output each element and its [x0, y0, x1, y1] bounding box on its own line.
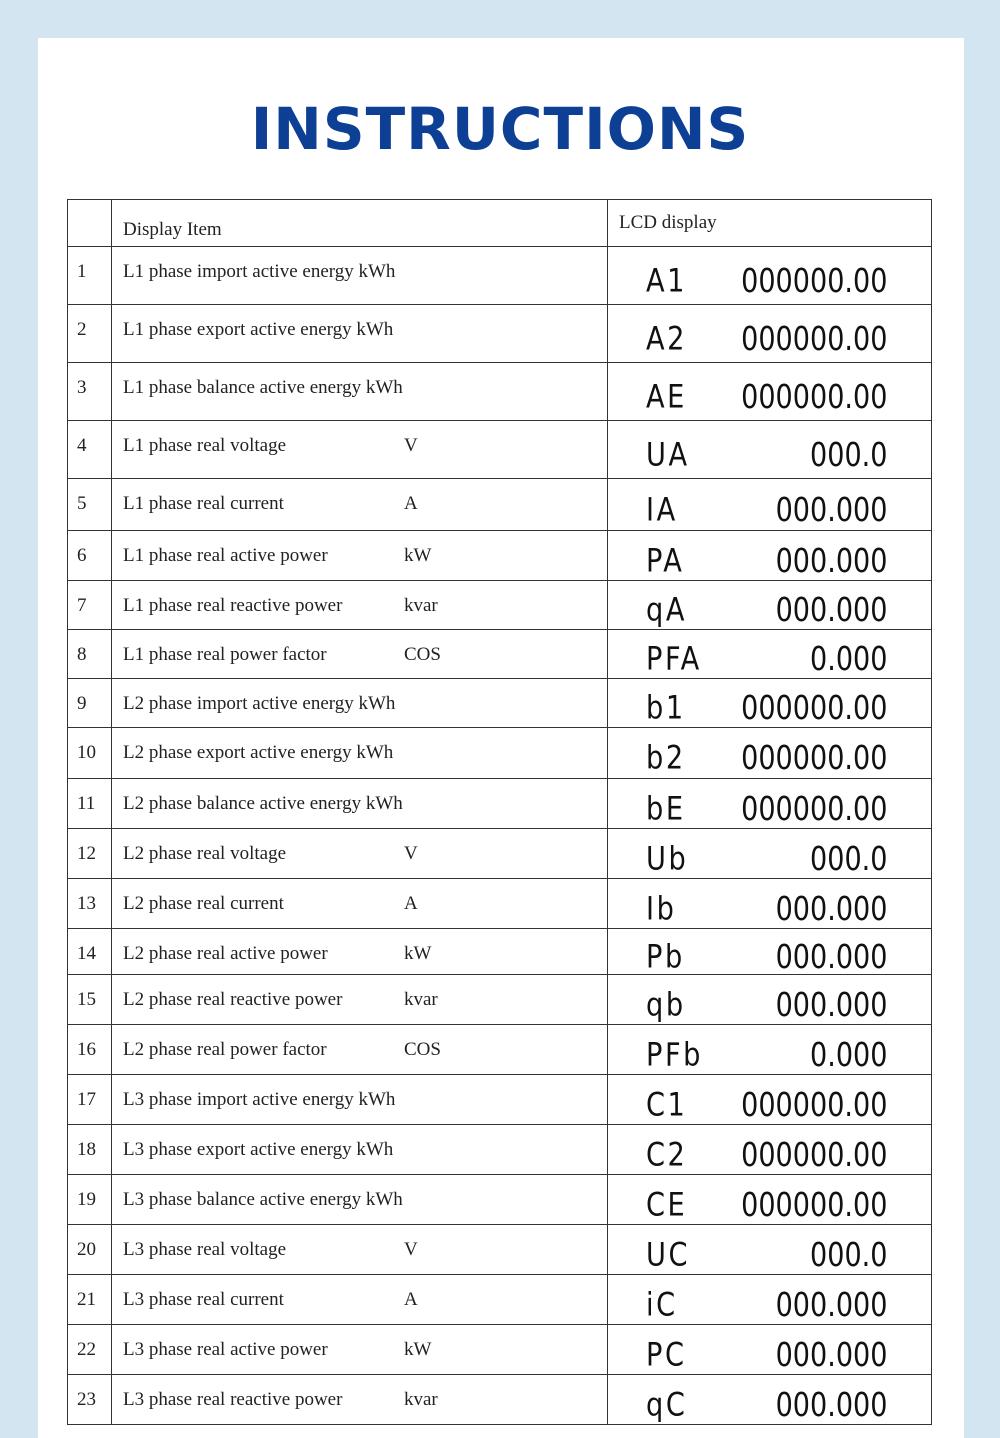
unit-label: A — [404, 893, 418, 914]
display-item-cell — [112, 679, 608, 728]
unit-label: kW — [404, 943, 432, 964]
display-items-table — [67, 199, 932, 1425]
display-item-cell — [112, 247, 608, 305]
lcd-value: 000000.00 — [740, 738, 887, 778]
display-item-label: L1 phase balance active energy kWh — [123, 377, 403, 398]
lcd-code: AE — [646, 377, 687, 416]
unit-label: A — [404, 493, 418, 514]
lcd-value: 0.000 — [809, 1034, 887, 1074]
display-item-cell — [112, 1125, 608, 1175]
display-item-cell — [112, 305, 608, 363]
lcd-code: iC — [646, 1285, 678, 1324]
lcd-code: PA — [646, 541, 685, 580]
row-number: 17 — [68, 1075, 112, 1125]
display-item-cell — [112, 421, 608, 479]
row-number: 3 — [68, 363, 112, 421]
display-item-label: L3 phase real voltage — [123, 1239, 287, 1260]
lcd-code: PFb — [646, 1035, 703, 1074]
header-lcd-display: LCD display — [608, 200, 932, 247]
table-row — [68, 779, 932, 829]
row-number: 1 — [68, 247, 112, 305]
display-item-label: L2 phase real voltage — [123, 843, 287, 864]
display-item-label: L1 phase real current — [123, 493, 284, 514]
lcd-code: A2 — [646, 319, 688, 358]
lcd-value: 000.000 — [775, 489, 887, 529]
display-item-cell — [112, 363, 608, 421]
lcd-display-cell — [608, 1225, 932, 1275]
display-item-cell — [112, 479, 608, 531]
lcd-value: 000.000 — [775, 1384, 887, 1424]
display-item-label: L1 phase import active energy kWh — [123, 261, 396, 282]
page-title: INSTRUCTIONS — [250, 95, 750, 163]
table-row — [68, 679, 932, 728]
lcd-value: 000.000 — [775, 540, 887, 580]
lcd-code: IA — [646, 490, 678, 529]
display-item-cell — [112, 1025, 608, 1075]
table-header — [68, 200, 932, 247]
unit-label: kW — [404, 545, 432, 566]
lcd-code: PFA — [646, 639, 702, 678]
lcd-display-cell — [608, 1025, 932, 1075]
unit-label: COS — [404, 644, 441, 665]
display-item-cell — [112, 1325, 608, 1375]
row-number: 4 — [68, 421, 112, 479]
lcd-value: 000000.00 — [740, 688, 887, 728]
row-number: 6 — [68, 531, 112, 581]
table-row — [68, 1025, 932, 1075]
lcd-display-cell — [608, 1275, 932, 1325]
lcd-code: A1 — [646, 261, 688, 300]
row-number: 16 — [68, 1025, 112, 1075]
lcd-code: qb — [646, 985, 686, 1024]
row-number: 10 — [68, 728, 112, 779]
display-item-cell — [112, 879, 608, 929]
display-item-label: L1 phase real reactive power — [123, 595, 343, 616]
lcd-value: 000000.00 — [740, 1134, 887, 1174]
lcd-code: qC — [646, 1385, 688, 1424]
lcd-code: C1 — [646, 1085, 688, 1124]
lcd-code: bE — [646, 789, 686, 828]
table-row — [68, 1375, 932, 1425]
table-row — [68, 1325, 932, 1375]
unit-label: kW — [404, 1339, 432, 1360]
lcd-display-cell — [608, 929, 932, 975]
table-row — [68, 479, 932, 531]
lcd-display-cell — [608, 1075, 932, 1125]
table-row — [68, 879, 932, 929]
table-row — [68, 1125, 932, 1175]
display-item-cell — [112, 779, 608, 829]
lcd-value: 000000.00 — [740, 1084, 887, 1124]
lcd-value: 000.000 — [775, 888, 887, 928]
lcd-code: qA — [646, 590, 687, 629]
table-row — [68, 531, 932, 581]
display-item-cell — [112, 1275, 608, 1325]
display-item-cell — [112, 1175, 608, 1225]
lcd-display-cell — [608, 531, 932, 581]
lcd-value: 000000.00 — [740, 788, 887, 828]
lcd-value: 000.000 — [775, 1334, 887, 1374]
display-item-label: L2 phase real power factor — [123, 1039, 327, 1060]
display-item-label: L1 phase export active energy kWh — [123, 319, 394, 340]
display-item-label: L2 phase real current — [123, 893, 284, 914]
lcd-value: 000.0 — [809, 838, 887, 878]
table-row — [68, 630, 932, 679]
display-item-label: L3 phase balance active energy kWh — [123, 1189, 403, 1210]
lcd-value: 000.0 — [809, 434, 887, 474]
row-number: 22 — [68, 1325, 112, 1375]
display-item-label: L3 phase real active power — [123, 1339, 328, 1360]
lcd-code: PC — [646, 1335, 687, 1374]
unit-label: V — [404, 1239, 418, 1260]
display-item-label: L2 phase import active energy kWh — [123, 693, 396, 714]
row-number: 19 — [68, 1175, 112, 1225]
lcd-display-cell — [608, 1175, 932, 1225]
unit-label: V — [404, 843, 418, 864]
display-item-cell — [112, 630, 608, 679]
row-number: 11 — [68, 779, 112, 829]
unit-label: kvar — [404, 595, 438, 616]
lcd-display-cell — [608, 421, 932, 479]
lcd-display-cell — [608, 247, 932, 305]
lcd-value: 0.000 — [809, 639, 887, 679]
lcd-code: b2 — [646, 738, 686, 777]
display-item-label: L2 phase balance active energy kWh — [123, 793, 403, 814]
lcd-display-cell — [608, 630, 932, 679]
display-item-cell — [112, 1225, 608, 1275]
table-row — [68, 305, 932, 363]
display-item-cell — [112, 929, 608, 975]
lcd-display-cell — [608, 1325, 932, 1375]
display-item-label: L1 phase real active power — [123, 545, 328, 566]
row-number: 21 — [68, 1275, 112, 1325]
unit-label: A — [404, 1289, 418, 1310]
lcd-value: 000000.00 — [740, 318, 887, 358]
row-number: 18 — [68, 1125, 112, 1175]
table-row — [68, 829, 932, 879]
display-item-cell — [112, 531, 608, 581]
unit-label: COS — [404, 1039, 441, 1060]
table-row — [68, 1275, 932, 1325]
row-number: 2 — [68, 305, 112, 363]
row-number: 20 — [68, 1225, 112, 1275]
lcd-code: Ub — [646, 839, 689, 878]
row-number: 5 — [68, 479, 112, 531]
lcd-value: 000000.00 — [740, 260, 887, 300]
display-item-label: L2 phase export active energy kWh — [123, 742, 394, 763]
lcd-display-cell — [608, 305, 932, 363]
lcd-display-cell — [608, 679, 932, 728]
header-num — [68, 200, 112, 247]
lcd-code: UA — [646, 435, 690, 474]
row-number: 15 — [68, 975, 112, 1025]
display-item-label: L1 phase real voltage — [123, 435, 287, 456]
lcd-display-cell — [608, 581, 932, 630]
lcd-display-cell — [608, 479, 932, 531]
unit-label: V — [404, 435, 418, 456]
table-row — [68, 247, 932, 305]
table-row — [68, 975, 932, 1025]
row-number: 8 — [68, 630, 112, 679]
unit-label: kvar — [404, 989, 438, 1010]
row-number: 12 — [68, 829, 112, 879]
table-row — [68, 1175, 932, 1225]
lcd-value: 000.000 — [775, 984, 887, 1024]
lcd-value: 000.000 — [775, 936, 887, 976]
display-item-label: L2 phase real active power — [123, 943, 328, 964]
row-number: 13 — [68, 879, 112, 929]
lcd-value: 000.000 — [775, 590, 887, 630]
lcd-value: 000000.00 — [740, 1184, 887, 1224]
row-number: 14 — [68, 929, 112, 975]
row-number: 23 — [68, 1375, 112, 1425]
display-item-cell — [112, 975, 608, 1025]
lcd-code: Pb — [646, 937, 685, 976]
table-row — [68, 581, 932, 630]
unit-label: kvar — [404, 1389, 438, 1410]
row-number: 7 — [68, 581, 112, 630]
display-item-label: L3 phase real reactive power — [123, 1389, 343, 1410]
lcd-display-cell — [608, 779, 932, 829]
lcd-code: CE — [646, 1185, 688, 1224]
display-item-cell — [112, 728, 608, 779]
display-item-cell — [112, 1075, 608, 1125]
lcd-code: b1 — [646, 688, 686, 727]
lcd-display-cell — [608, 728, 932, 779]
lcd-display-cell — [608, 879, 932, 929]
display-item-cell — [112, 581, 608, 630]
display-item-label: L3 phase real current — [123, 1289, 284, 1310]
table-row — [68, 929, 932, 975]
header-display-item: Display Item — [112, 200, 608, 247]
display-item-cell — [112, 829, 608, 879]
row-number: 9 — [68, 679, 112, 728]
display-item-cell — [112, 1375, 608, 1425]
display-item-label: L1 phase real power factor — [123, 644, 327, 665]
table-row — [68, 728, 932, 779]
table-row — [68, 1075, 932, 1125]
lcd-code: UC — [646, 1235, 691, 1274]
lcd-value: 000.0 — [809, 1234, 887, 1274]
table-row — [68, 1225, 932, 1275]
table-row — [68, 363, 932, 421]
display-item-label: L3 phase export active energy kWh — [123, 1139, 394, 1160]
table-row — [68, 421, 932, 479]
lcd-display-cell — [608, 829, 932, 879]
lcd-code: C2 — [646, 1135, 688, 1174]
lcd-display-cell — [608, 363, 932, 421]
lcd-display-cell — [608, 1375, 932, 1425]
lcd-display-cell — [608, 975, 932, 1025]
display-item-label: L3 phase import active energy kWh — [123, 1089, 396, 1110]
lcd-code: Ib — [646, 889, 677, 928]
display-item-label: L2 phase real reactive power — [123, 989, 343, 1010]
lcd-value: 000000.00 — [740, 376, 887, 416]
lcd-value: 000.000 — [775, 1284, 887, 1324]
lcd-display-cell — [608, 1125, 932, 1175]
